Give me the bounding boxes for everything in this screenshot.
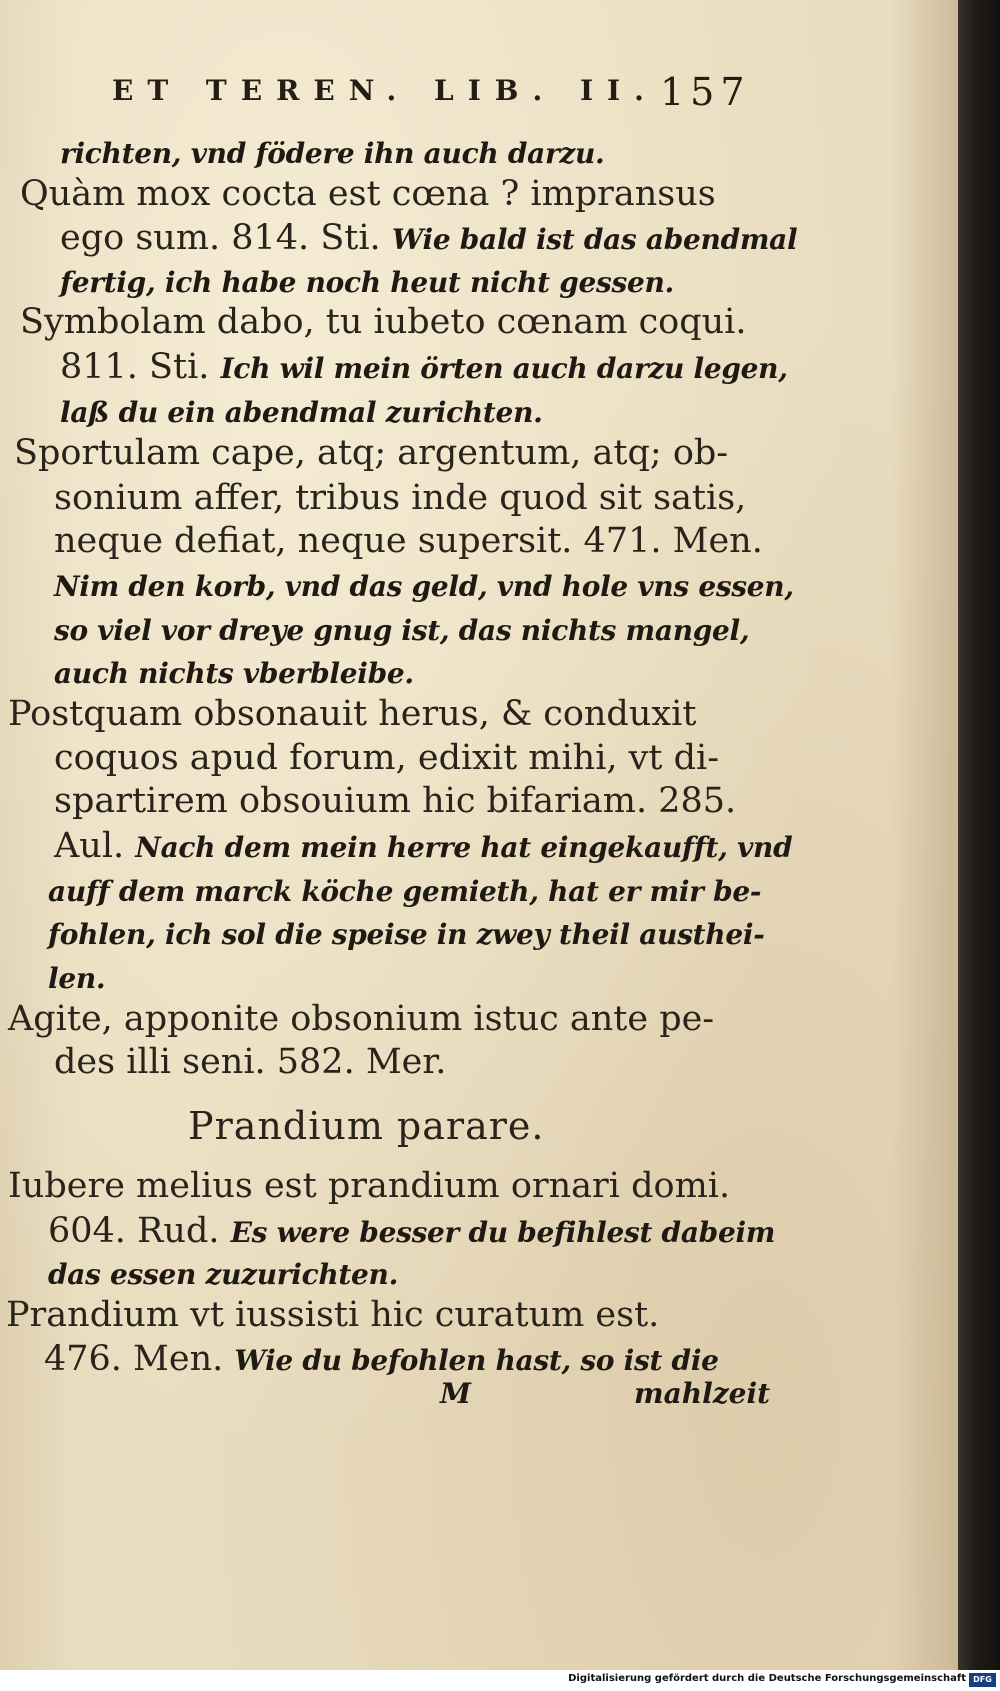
- latin-text: Aul.: [54, 826, 125, 866]
- german-translation: fertig, ich habe noch heut nicht gessen.: [60, 266, 675, 299]
- latin-text: Postquam obsonauit herus, & conduxit: [8, 694, 697, 734]
- text-line: [48, 911, 765, 957]
- latin-text: Iubere melius est prandium ornari domi.: [8, 1166, 731, 1206]
- text-line: [20, 172, 716, 216]
- signature-mark: M: [440, 1377, 471, 1410]
- latin-text: Agite, apponite obsonium istuc ante pe-: [8, 999, 715, 1039]
- german-translation: laß du ein abendmal zurichten.: [60, 396, 543, 429]
- latin-text: Symbolam dabo, tu iubeto cœnam coqui.: [20, 302, 747, 342]
- german-translation: auff dem marck köche gemieth, hat er mir be-: [48, 875, 762, 908]
- german-translation: Wie du befohlen hast, so ist die: [234, 1344, 719, 1377]
- latin-text: Quàm mox cocta est cœna ? impransus: [20, 174, 716, 214]
- text-line: [60, 389, 543, 435]
- text-line: [48, 1209, 775, 1255]
- text-line: [48, 868, 761, 914]
- german-translation: das essen zuzurichten.: [48, 1258, 399, 1291]
- german-translation: Wie bald ist das abendmal: [391, 223, 798, 256]
- german-translation: so viel vor dreye gnug ist, das nichts mangel,: [54, 614, 750, 647]
- text-line: [54, 563, 794, 609]
- latin-text: Prandium vt iussisti hic curatum est.: [6, 1295, 660, 1335]
- page-number: 157: [660, 70, 751, 114]
- german-translation: fohlen, ich sol die speise in zwey theil austhei-: [48, 918, 765, 951]
- page-gutter-shadow: [958, 0, 1000, 1670]
- text-line: [60, 216, 797, 262]
- text-line: [60, 345, 788, 391]
- text-line: [8, 692, 696, 736]
- german-translation: Ich wil mein örten auch darzu legen,: [220, 352, 788, 385]
- dfg-logo: DFG: [969, 1673, 996, 1687]
- latin-text: 604. Rud.: [48, 1211, 220, 1251]
- text-line: [8, 1164, 730, 1208]
- text-line: [54, 650, 414, 696]
- text-line: [14, 431, 728, 475]
- text-line: [54, 476, 746, 520]
- text-line: [6, 1293, 659, 1337]
- latin-text: spartirem obsouium hic bifariam. 285.: [54, 781, 737, 821]
- text-line: [60, 130, 605, 176]
- text-line: [20, 300, 747, 344]
- latin-text: neque defiat, neque supersit. 471. Men.: [54, 521, 763, 561]
- german-translation: auch nichts vberbleibe.: [54, 657, 414, 690]
- german-translation: richten, vnd födere ihn auch darzu.: [60, 137, 605, 170]
- section-heading: Prandium parare.: [188, 1104, 545, 1148]
- latin-text: ego sum. 814. Sti.: [60, 218, 381, 258]
- latin-text: des illi seni. 582. Mer.: [54, 1042, 447, 1082]
- text-line: [48, 955, 105, 1001]
- text-line: [8, 997, 714, 1041]
- latin-text: Sportulam cape, atq; argentum, atq; ob-: [14, 433, 729, 473]
- german-translation: len.: [48, 962, 106, 995]
- running-head: ET TEREN. LIB. II.: [112, 74, 658, 107]
- footer-strip: [0, 1670, 1000, 1691]
- catchword: mahlzeit: [634, 1377, 771, 1410]
- latin-text: 476. Men.: [44, 1339, 224, 1379]
- text-line: [60, 259, 674, 305]
- text-line: [54, 607, 749, 653]
- text-line: [54, 1040, 446, 1084]
- footer-credit: Digitalisierung gefördert durch die Deutsche Forschungsgemeinschaft: [568, 1673, 966, 1684]
- german-translation: Es were besser du befihlest dabeim: [230, 1216, 776, 1249]
- text-line: [44, 1337, 719, 1383]
- german-translation: Nim den korb, vnd das geld, vnd hole vns essen,: [54, 570, 794, 603]
- german-translation: Nach dem mein herre hat eingekaufft, vnd: [135, 831, 793, 864]
- text-line: [48, 1251, 398, 1297]
- latin-text: 811. Sti.: [60, 347, 210, 387]
- text-line: [54, 779, 736, 823]
- text-line: [54, 736, 719, 780]
- text-line: [54, 824, 792, 870]
- text-line: [54, 519, 763, 563]
- latin-text: sonium affer, tribus inde quod sit satis,: [54, 478, 747, 518]
- latin-text: coquos apud forum, edixit mihi, vt di-: [54, 738, 720, 778]
